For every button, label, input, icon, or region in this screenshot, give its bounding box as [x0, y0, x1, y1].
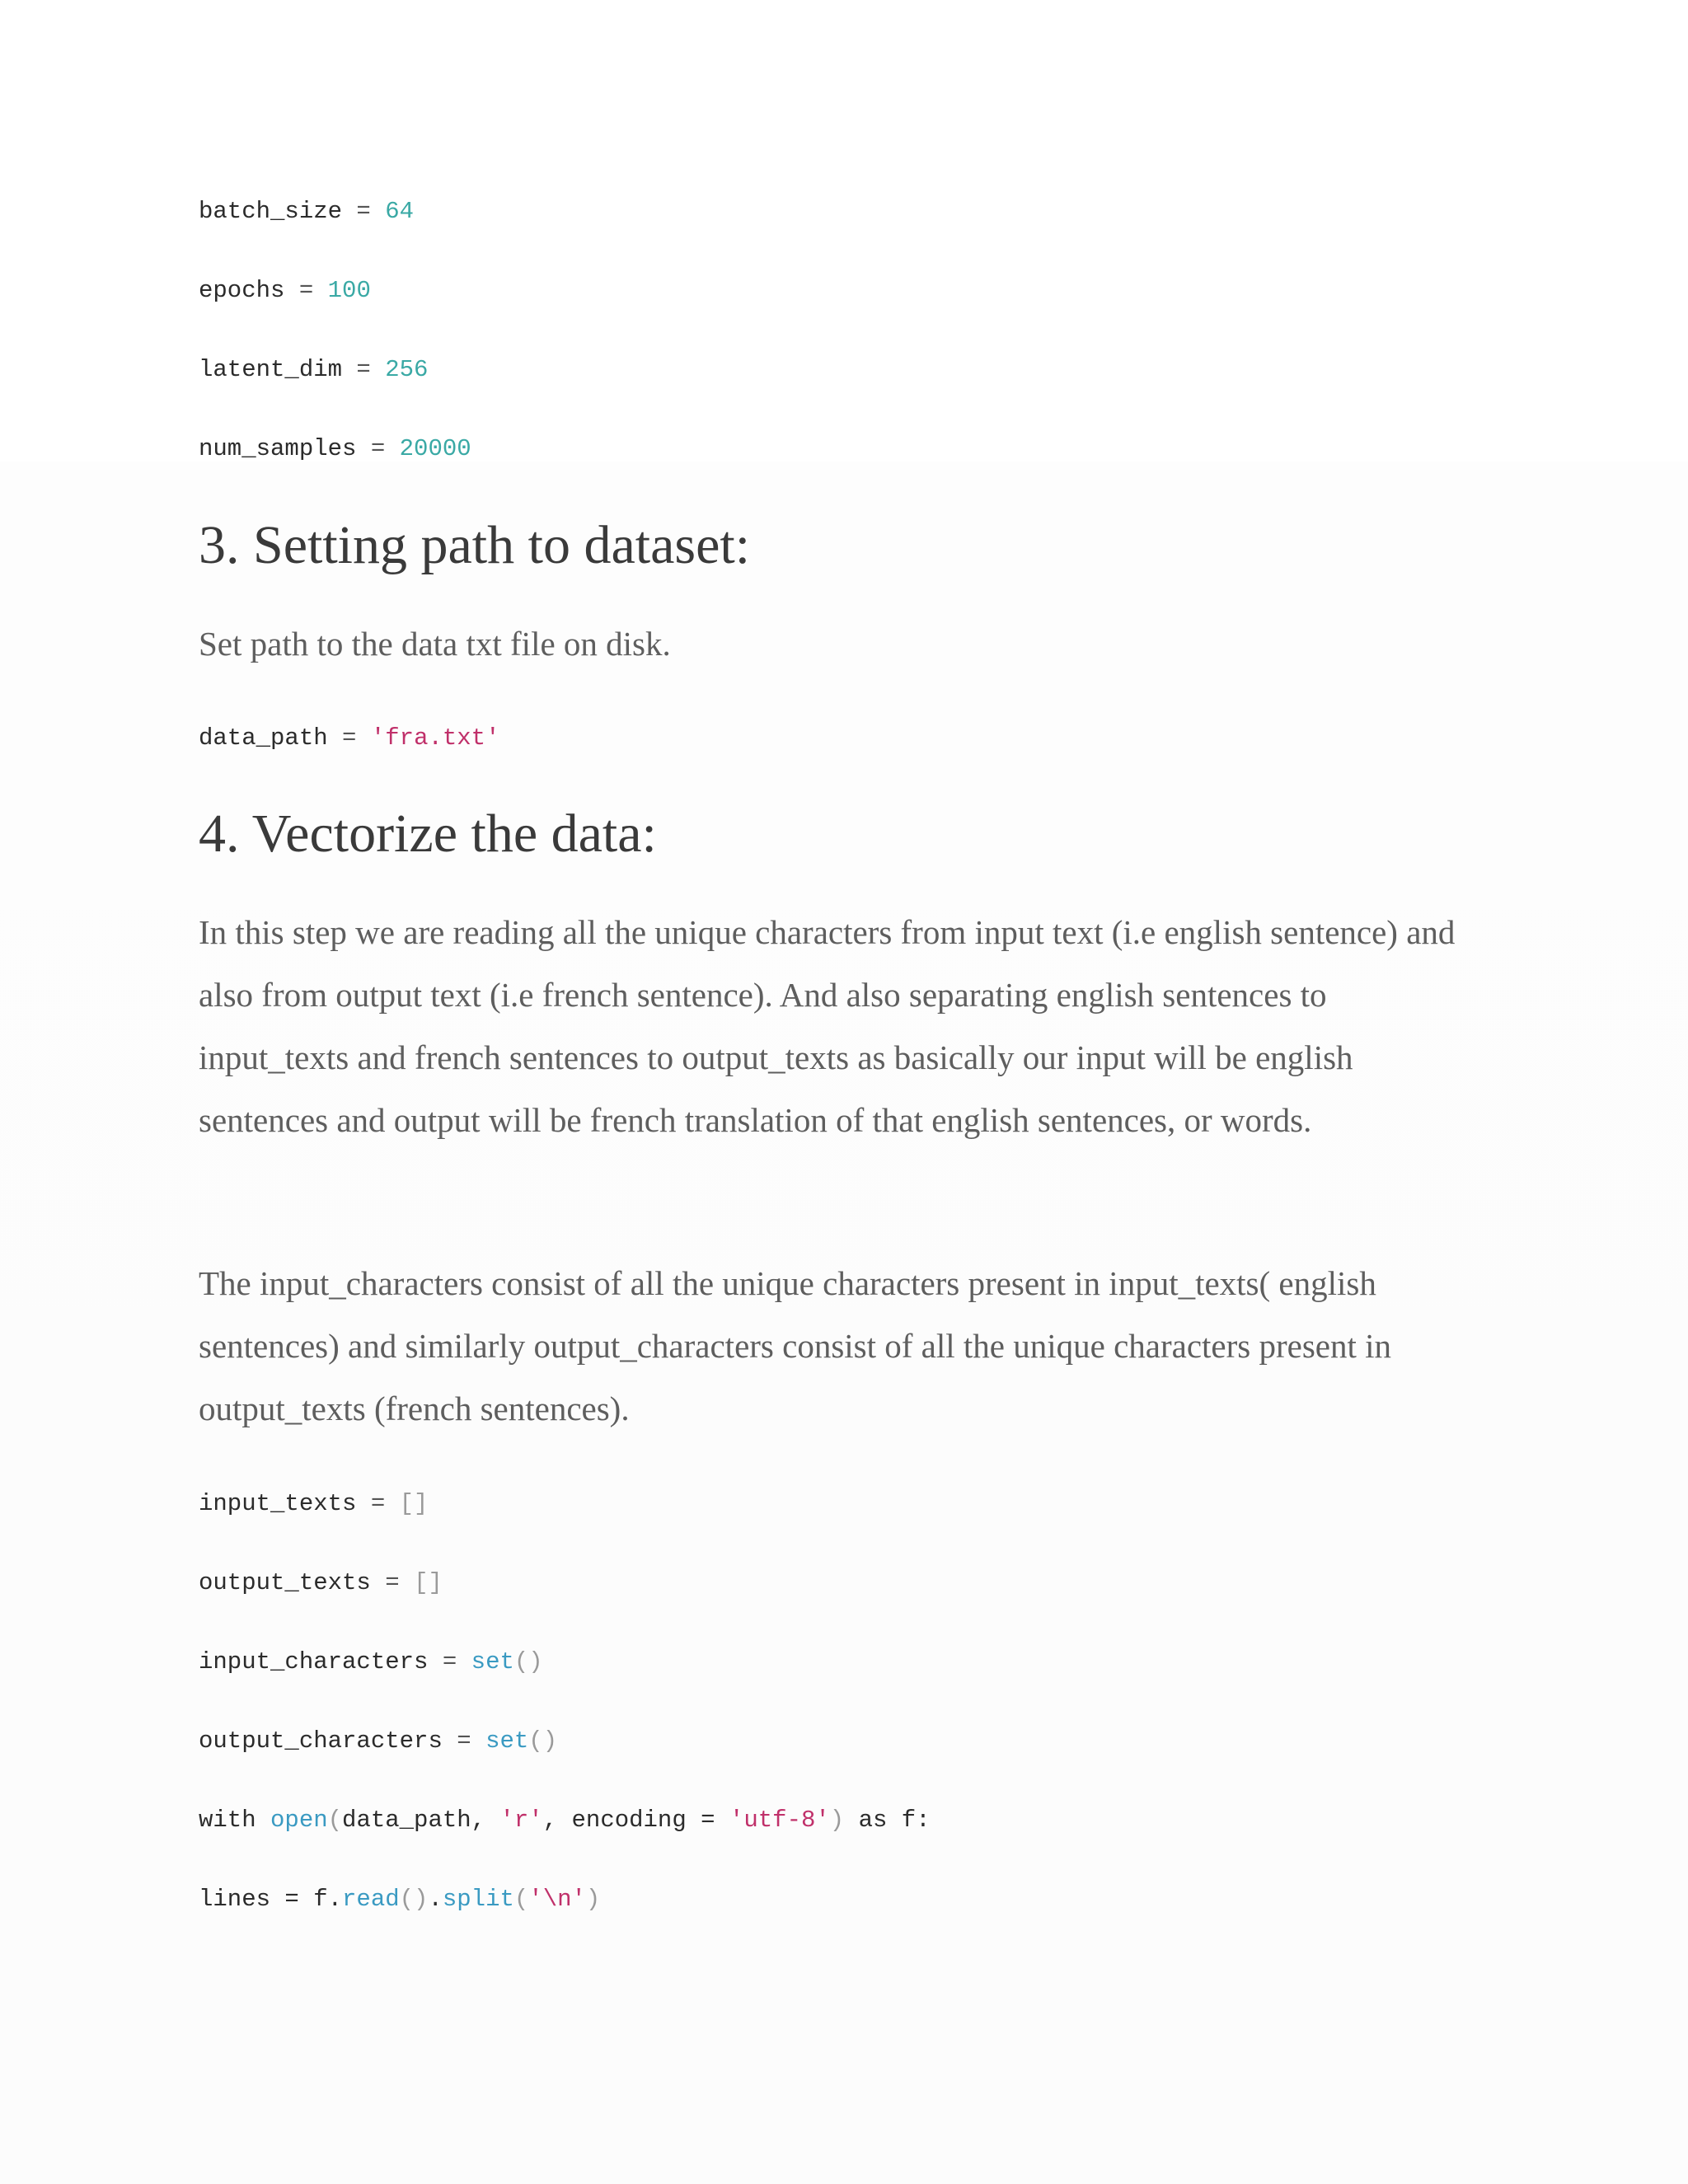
- code-line-output-characters: [199, 1725, 557, 1758]
- code-variable: input_texts: [199, 1490, 357, 1517]
- code-argument: , encoding =: [542, 1807, 729, 1834]
- code-number: 64: [385, 198, 415, 225]
- code-operator: =: [356, 435, 400, 462]
- code-parens: (): [528, 1727, 558, 1755]
- code-function: open: [270, 1807, 328, 1834]
- code-operator: =: [370, 1569, 415, 1596]
- code-variable: input_characters: [199, 1648, 429, 1675]
- code-variable: lines = f.: [199, 1886, 343, 1913]
- code-paren-close: ): [585, 1886, 601, 1913]
- code-line-lines-split: [199, 1883, 600, 1916]
- code-line-epochs: [199, 274, 371, 307]
- code-line-num-samples: [199, 433, 471, 466]
- code-variable: batch_size: [199, 198, 343, 225]
- code-line-latent-dim: [199, 354, 428, 387]
- code-variable: data_path: [199, 724, 328, 752]
- code-operator: =: [428, 1648, 471, 1675]
- code-variable: output_texts: [199, 1569, 371, 1596]
- code-argument: data_path,: [342, 1807, 500, 1834]
- code-variable: num_samples: [199, 435, 357, 462]
- code-operator: =: [442, 1727, 486, 1755]
- code-operator: =: [356, 1490, 400, 1517]
- code-line-input-texts: [199, 1488, 428, 1521]
- section-paragraph: Set path to the data txt file on disk.: [199, 625, 671, 663]
- section-paragraph-2: The input_characters consist of all the unique characters present in input_texts( english sentences) and similarly output_characters consist of all the unique characters present in output_texts (french sentences).: [199, 1264, 1392, 1427]
- code-parens: (): [513, 1648, 543, 1675]
- code-function: read: [342, 1886, 400, 1913]
- code-operator: =: [342, 198, 386, 225]
- code-line-data-path: [199, 722, 500, 755]
- code-function: set: [471, 1648, 514, 1675]
- code-operator: =: [327, 724, 371, 752]
- code-line-output-texts: [199, 1567, 443, 1600]
- code-variable: output_characters: [199, 1727, 443, 1755]
- code-line-with-open: [199, 1804, 931, 1837]
- code-string: 'utf-8': [729, 1807, 830, 1834]
- code-brackets: []: [414, 1569, 443, 1596]
- code-string: 'fra.txt': [370, 724, 500, 752]
- code-number: 256: [385, 356, 429, 383]
- code-operator: =: [284, 277, 328, 304]
- code-paren-open: (: [327, 1807, 343, 1834]
- section-paragraph-1: In this step we are reading all the unique characters from input text (i.e english sentence) and also from output text (i.e french sentence). And also separating english sentences to input_texts and french sentences to output_texts as basically our input will be english sentences and output will be french translation of that english sentences, or words.: [199, 913, 1456, 1139]
- code-line-batch-size: [199, 195, 414, 228]
- code-parens: (): [399, 1886, 429, 1913]
- code-variable: epochs: [199, 277, 285, 304]
- code-keyword: as f:: [844, 1807, 931, 1834]
- code-operator: =: [342, 356, 386, 383]
- code-variable: latent_dim: [199, 356, 343, 383]
- code-paren-open: (: [513, 1886, 529, 1913]
- code-brackets: []: [399, 1490, 429, 1517]
- code-line-input-characters: [199, 1646, 543, 1679]
- code-function: set: [485, 1727, 529, 1755]
- code-string: '\n': [528, 1886, 586, 1913]
- code-keyword: with: [199, 1807, 271, 1834]
- code-number: 20000: [399, 435, 471, 462]
- code-function: split: [442, 1886, 514, 1913]
- code-paren-close: ): [829, 1807, 845, 1834]
- code-string: 'r': [499, 1807, 543, 1834]
- code-number: 100: [327, 277, 371, 304]
- section-heading-vectorize: 4. Vectorize the data:: [199, 804, 657, 864]
- section-heading-setting-path: 3. Setting path to dataset:: [199, 515, 751, 575]
- code-dot: .: [428, 1886, 443, 1913]
